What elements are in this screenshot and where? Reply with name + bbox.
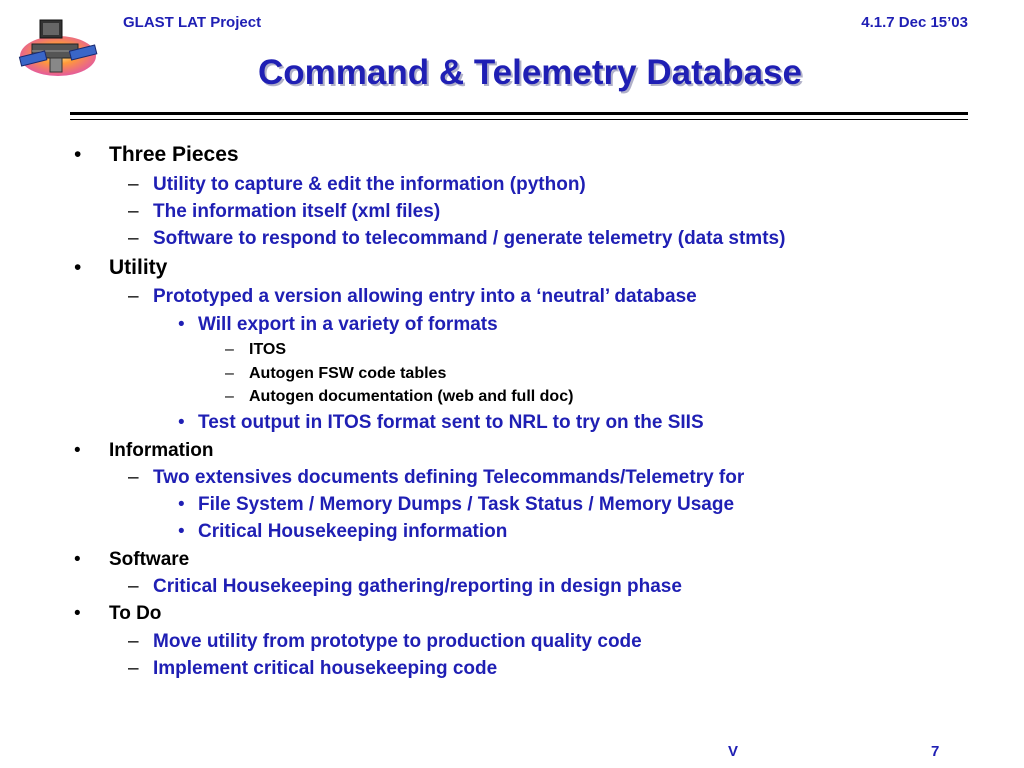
bullet-text: Software [109,549,190,570]
bullet-marker: • [178,521,185,542]
dash-marker: – [128,286,139,307]
bullet-marker: • [74,256,82,279]
bullet-marker: • [74,603,81,624]
page-number: 7 [931,743,940,760]
sub-sub-bullet [178,314,498,336]
title-rule-thick [70,112,968,115]
level4-bullet [225,341,287,359]
bullet-text: File System / Memory Dumps / Task Status / Memory Usage [198,494,735,515]
dash-marker: – [225,341,234,358]
bullet-text: Utility [109,256,168,279]
bullet-text: Critical Housekeeping gathering/reporting in design phase [153,576,682,597]
sub-bullet [128,658,498,680]
bullet-text: To Do [109,603,162,624]
sub-bullet [128,576,682,598]
level4-bullet [225,365,447,383]
bullet-marker: • [178,314,185,335]
bullet-text: Test output in ITOS format sent to NRL to try on the SIIS [198,412,704,433]
bullet-three-pieces [74,143,239,167]
header-date: 4.1.7 Dec 15’03 [861,14,968,31]
bullet-marker: • [178,412,185,433]
dash-marker: – [128,228,139,249]
bullet-information [74,440,214,462]
sub-sub-bullet [178,412,704,434]
bullet-marker: • [74,143,82,166]
dash-marker: – [225,388,234,405]
dash-marker: – [128,631,139,652]
sub-bullet [128,201,441,223]
bullet-text: ITOS [249,341,287,358]
sub-bullet [128,228,786,250]
dash-marker: – [225,365,234,382]
bullet-text: Information [109,440,214,461]
footer-section: V [728,743,739,760]
dash-marker: – [128,658,139,679]
bullet-marker: • [74,440,81,461]
sub-bullet [128,174,586,196]
bullet-text: The information itself (xml files) [153,201,441,222]
bullet-text: Two extensives documents defining Telecommands/Telemetry for [153,467,745,488]
bullet-marker: • [74,549,81,570]
bullet-text: Utility to capture & edit the information (python) [153,174,586,195]
sub-bullet [128,467,745,489]
bullet-todo [74,603,162,625]
bullet-software [74,549,190,571]
project-name: GLAST LAT Project [123,14,262,31]
bullet-utility [74,256,168,280]
bullet-text: Three Pieces [109,143,239,166]
bullet-text: Prototyped a version allowing entry into a ‘neutral’ database [153,286,697,307]
bullet-text: Will export in a variety of formats [198,314,498,335]
dash-marker: – [128,576,139,597]
bullet-text: Critical Housekeeping information [198,521,508,542]
bullet-text: Autogen FSW code tables [249,365,447,382]
title-rule-thin [70,119,968,120]
slide-title: Command & Telemetry Database [258,53,802,92]
dash-marker: – [128,174,139,195]
sub-sub-bullet [178,494,735,516]
bullet-text: Move utility from prototype to production quality code [153,631,642,652]
bullet-text: Implement critical housekeeping code [153,658,498,679]
sub-bullet [128,286,697,308]
bullet-text: Autogen documentation (web and full doc) [249,388,574,405]
sub-sub-bullet [178,521,508,543]
sub-bullet [128,631,642,653]
bullet-text: Software to respond to telecommand / generate telemetry (data stmts) [153,228,786,249]
level4-bullet [225,388,574,406]
bullet-marker: • [178,494,185,515]
dash-marker: – [128,201,139,222]
dash-marker: – [128,467,139,488]
